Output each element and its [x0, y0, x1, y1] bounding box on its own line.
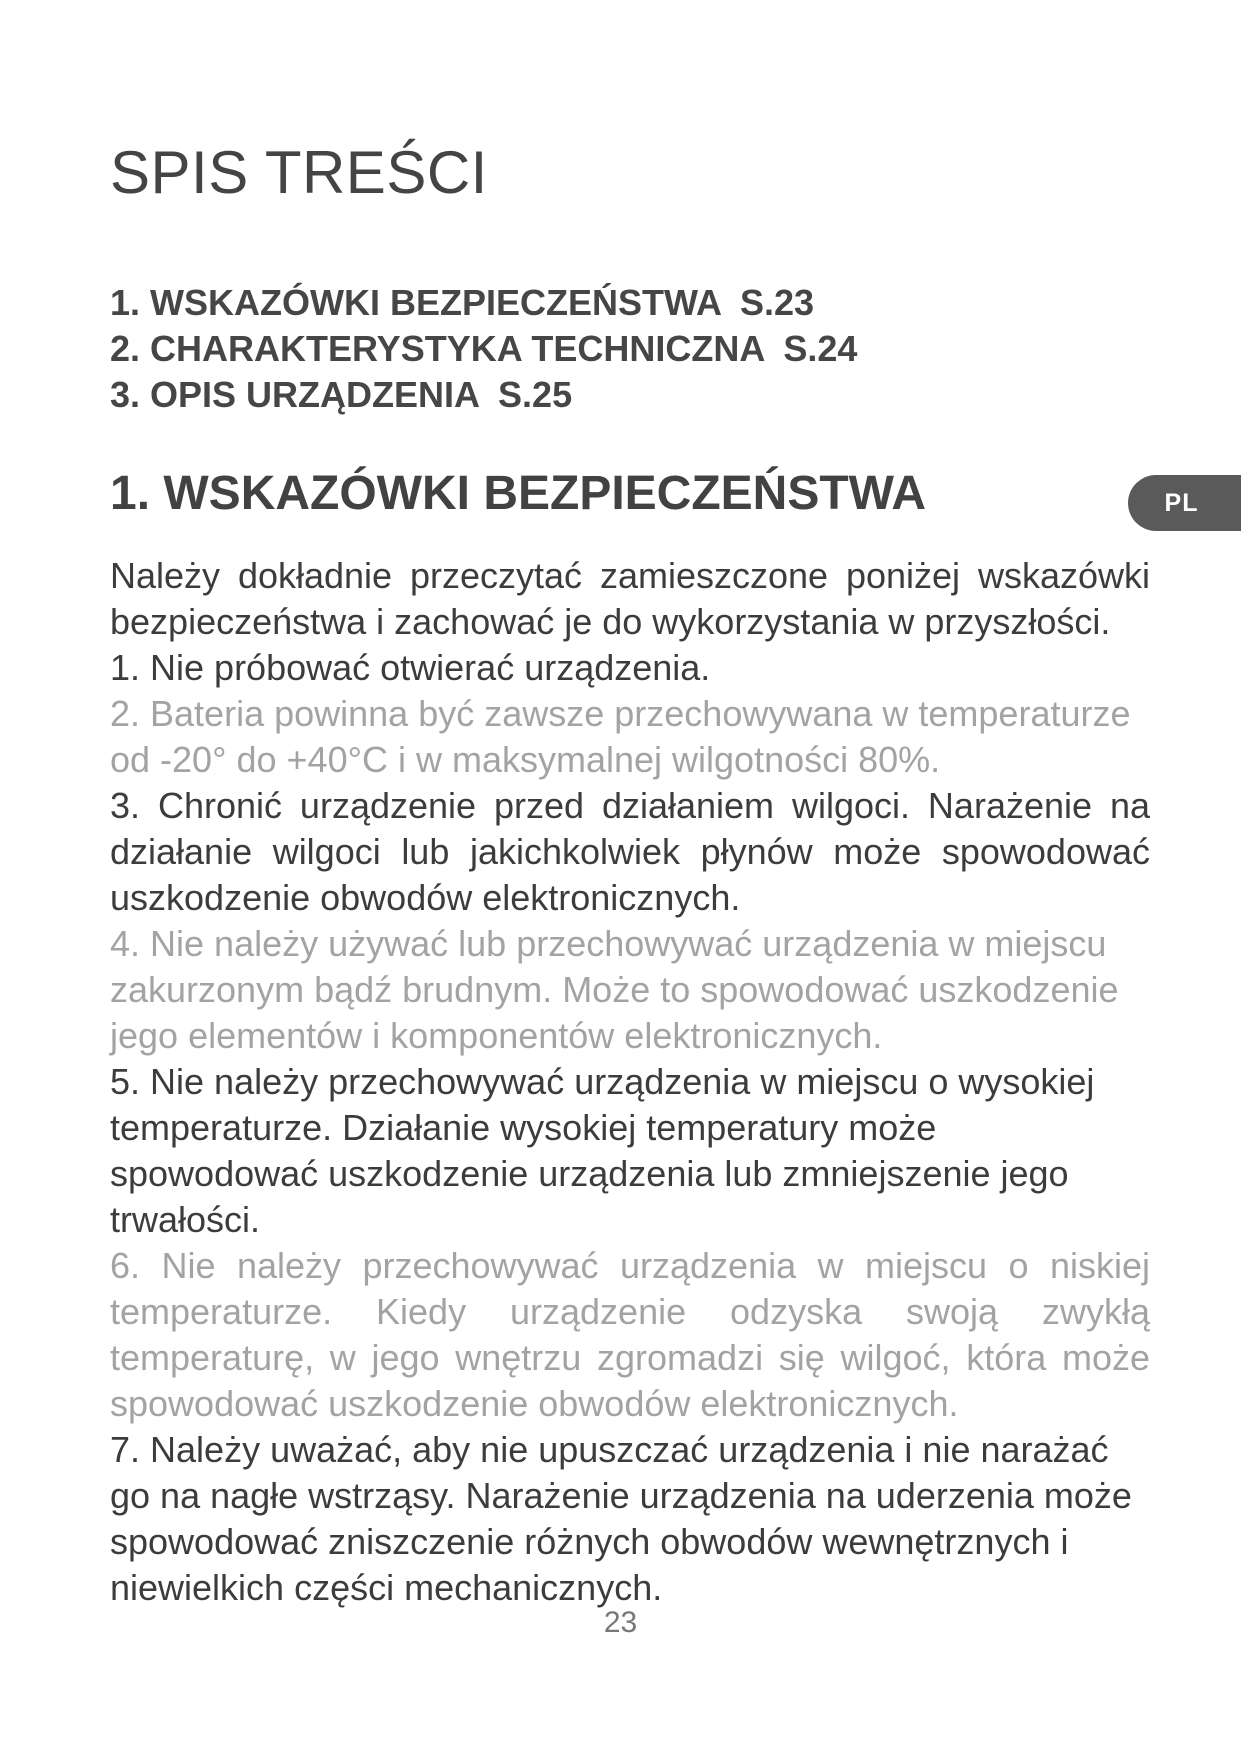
instruction-item-4: 4. Nie należy używać lub przechowywać urządzenia w miejscu zakurzonym bądź brudnym. Może to spowodować uszkodzenie jego elementów i komponentów elektronicznych.	[110, 923, 1119, 1056]
toc-entry-page: S.24	[783, 328, 858, 369]
toc-entry-label: 3. OPIS URZĄDZENIA	[110, 374, 481, 415]
section-heading: 1. WSKAZÓWKI BEZPIECZEŃSTWA	[110, 467, 926, 520]
instruction-item-6: 6. Nie należy przechowywać urządzenia w miejscu o niskiej temperaturze. Kiedy urządzenie odzyska swoją zwykłą temperaturę, w jego wnętrzu zgromadzi się wilgoć, która może spowodować uszkodzenie obwodów elektronicznych.	[110, 1245, 1150, 1424]
instruction-item-2: 2. Bateria powinna być zawsze przechowywana w temperaturze od -20° do +40°C i w maksymalnej wilgotności 80%.	[110, 693, 1131, 780]
language-tab: PL	[1128, 475, 1241, 531]
toc-entry-page: S.23	[740, 282, 815, 323]
table-of-contents	[110, 280, 857, 418]
toc-entry-label: 2. CHARAKTERYSTYKA TECHNICZNA	[110, 328, 766, 369]
safety-instructions	[110, 553, 1150, 1611]
page-number: 23	[603, 1606, 638, 1639]
toc-entry	[110, 372, 857, 418]
toc-entry	[110, 326, 857, 372]
page-title: SPIS TREŚCI	[110, 139, 488, 206]
instruction-item-1: 1. Nie próbować otwierać urządzenia.	[110, 647, 711, 688]
toc-entry-label: 1. WSKAZÓWKI BEZPIECZEŃSTWA	[110, 282, 722, 323]
instruction-item-7: 7. Należy uważać, aby nie upuszczać urządzenia i nie narażać go na nagłe wstrząsy. Narażenie urządzenia na uderzenia może spowodować zniszczenie różnych obwodów wewnętrznych i niewielkich części mechanicznych.	[110, 1429, 1132, 1608]
instruction-item-5: 5. Nie należy przechowywać urządzenia w miejscu o wysokiej temperaturze. Działanie wysokiej temperatury może spowodować uszkodzenie urządzenia lub zmniejszenie jego trwałości.	[110, 1061, 1095, 1240]
toc-entry-page: S.25	[498, 374, 573, 415]
toc-entry	[110, 280, 857, 326]
intro-paragraph: Należy dokładnie przeczytać zamieszczone poniżej wskazówki bezpieczeństwa i zachować je do wykorzystania w przyszłości.	[110, 555, 1150, 642]
instruction-item-3: 3. Chronić urządzenie przed działaniem wilgoci. Narażenie na działanie wilgoci lub jakichkolwiek płynów może spowodować uszkodzenie obwodów elektronicznych.	[110, 785, 1150, 918]
